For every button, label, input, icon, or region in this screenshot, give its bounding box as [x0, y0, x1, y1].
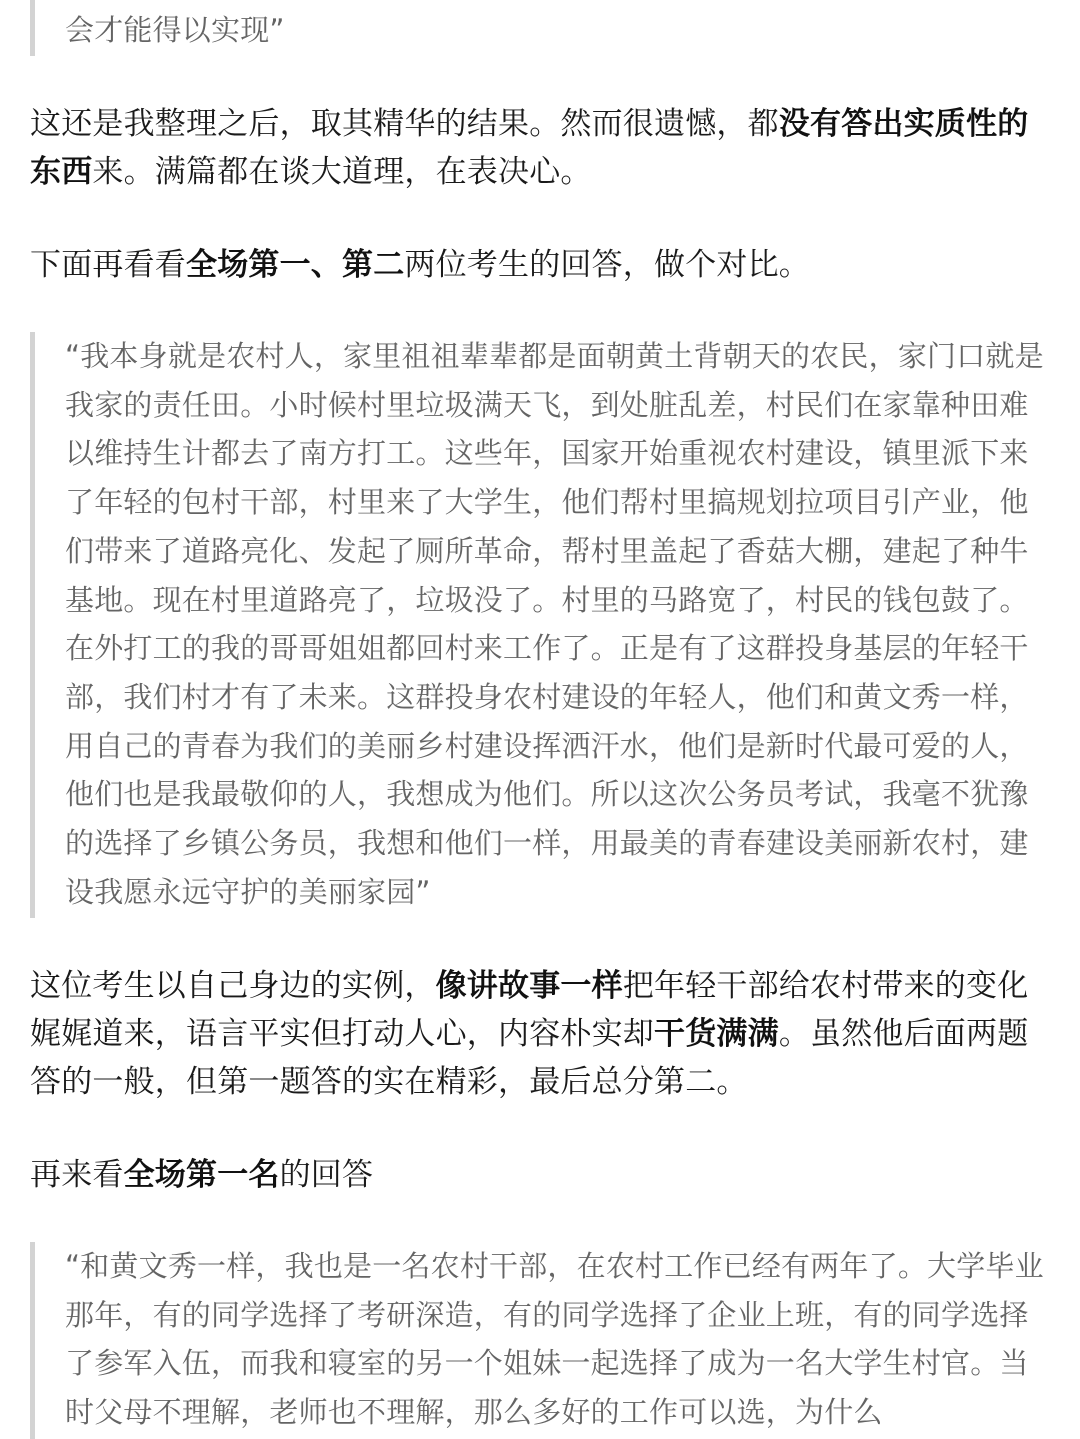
bold-text: 全场第一名: [123, 1157, 280, 1193]
bold-text: 没有答出实质性的东西: [30, 106, 1029, 190]
blockquote-previous-answer: [30, 0, 1050, 56]
text-segment: 下面再看看: [30, 247, 186, 283]
paragraph-analysis: [30, 962, 1050, 1106]
quote-text: “和黄文秀一样，我也是一名农村干部，在农村工作已经有两年了。大学毕业那年，有的同学选择了考研深造，有的同学选择了企业上班，有的同学选择了参军入伍，而我和寝室的另一个姐妹一起选择了成为一名大学生村官。当时父母不理解，老师也不理解，那么多好的工作可以选，为什么: [65, 1249, 1044, 1430]
text-segment: 的回答: [279, 1157, 374, 1193]
paragraph-intro-comparison: [30, 241, 1050, 289]
paragraph-text: [30, 962, 1050, 1106]
blockquote-first-place-answer: [30, 1242, 1050, 1439]
text-segment: 两位考生的回答，做个对比。: [404, 247, 811, 283]
paragraph-intro-first-place: [30, 1151, 1050, 1199]
text-segment: 把年轻干部给农村带来的变化娓娓道来，语言平实但打动人心，内容朴实却: [30, 968, 1029, 1052]
text-segment: 。虽然他后面两题答的一般，但第一题答的实在精彩，最后总分第二。: [30, 1016, 1029, 1100]
bold-text: 干货满满: [654, 1016, 779, 1052]
paragraph-commentary: [30, 100, 1050, 196]
text-segment: 这还是我整理之后，取其精华的结果。然而很遗憾，都: [30, 106, 779, 142]
bold-text: 全场第一、第二: [186, 247, 405, 283]
text-segment: 再来看: [30, 1157, 124, 1193]
paragraph-text: [30, 241, 1050, 289]
quote-text: 会才能得以实现”: [65, 13, 285, 47]
paragraph-text: [30, 1151, 1050, 1199]
bold-text: 像讲故事一样: [435, 968, 623, 1004]
blockquote-second-place-answer: [30, 332, 1050, 918]
text-segment: 这位考生以自己身边的实例，: [30, 968, 436, 1004]
quote-text: “我本身就是农村人，家里祖祖辈辈都是面朝黄土背朝天的农民，家门口就是我家的责任田。小时候村里垃圾满天飞，到处脏乱差，村民们在家靠种田难以维持生计都去了南方打工。这些年，国家开始重视农村建设，镇里派下来了年轻的包村干部，村里来了大学生，他们帮村里搞规划拉项目引产业，他们带来了道路亮化、发起了厕所革命，帮村里盖起了香菇大棚，建起了种牛基地。现在村里道路亮了，垃圾没了。村里的马路宽了，村民的钱包鼓了。在外打工的我的哥哥姐姐都回村来工作了。正是有了这群投身基层的年轻干部，我们村才有了未来。这群投身农村建设的年轻人，他们和黄文秀一样，用自己的青春为我们的美丽乡村建设挥洒汗水，他们是新时代最可爱的人，他们也是我最敬仰的人，我想成为他们。所以这次公务员考试，我毫不犹豫的选择了乡镇公务员，我想和他们一样，用最美的青春建设美丽新农村，建设我愿永远守护的美丽家园”: [65, 339, 1044, 909]
text-segment: 来。满篇都在谈大道理，在表决心。: [92, 154, 592, 190]
paragraph-text: [30, 100, 1050, 196]
